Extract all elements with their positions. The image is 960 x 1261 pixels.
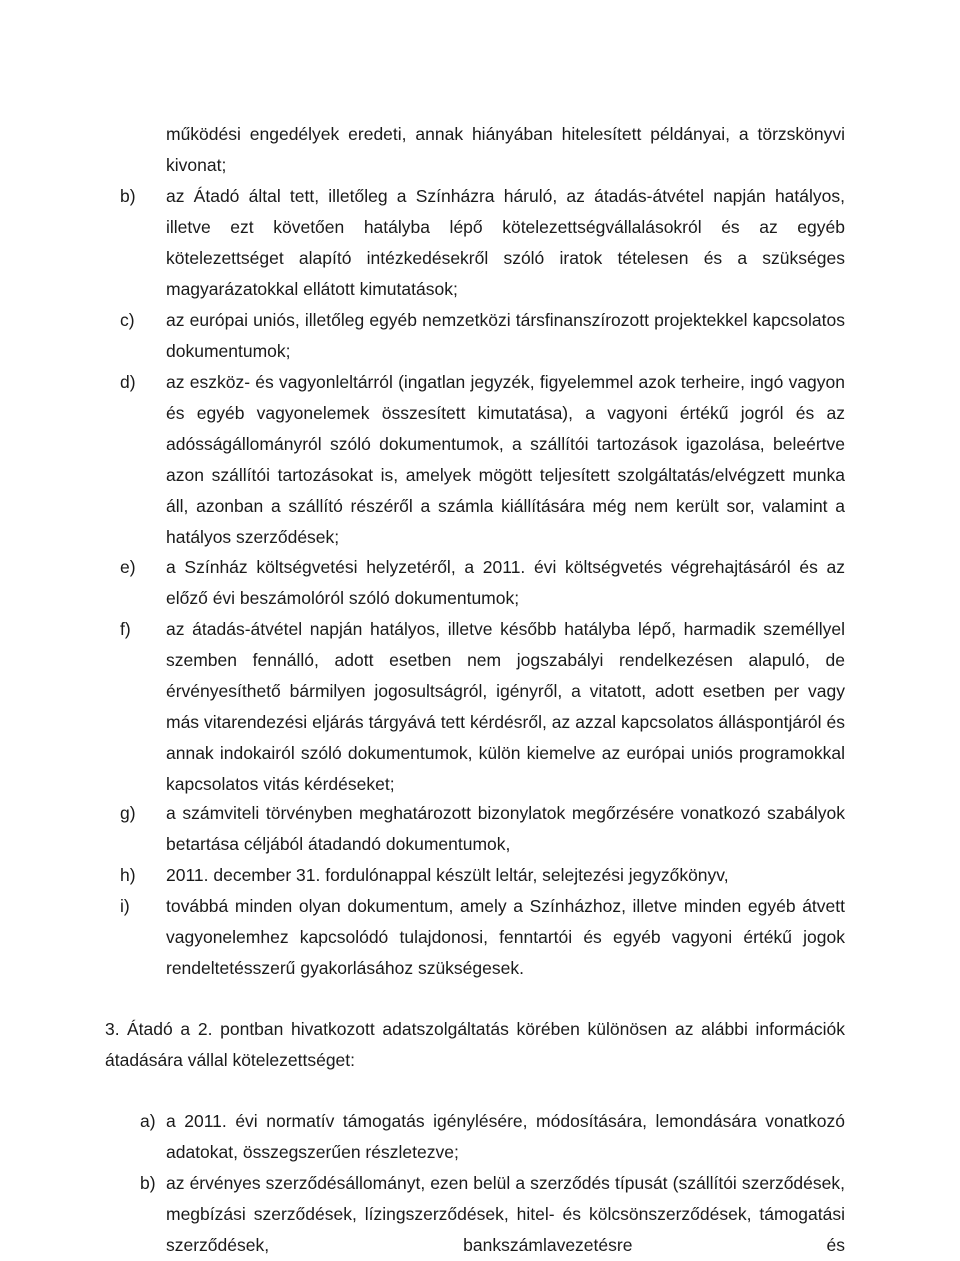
list-item-text: az eszköz- és vagyonleltárról (ingatlan jegyzék, figyelemmel azok terheire, ingó vagyon és egyéb vagyonelemek összesített kimutatása), a vagyoni értékű jogról és az adósságállományról szóló dokumentumok, a szállítói tartozások igazolása, beleértve azon szállítói tartozásokat is, amelyek mögött teljesített szolgáltatás/elvégzett munka áll, azonban a szállító részéről a számla kiállítására még nem került sor, valamint a hatályos szerződések; [166, 372, 845, 547]
list-item-text: a Színház költségvetési helyzetéről, a 2011. évi költségvetés végrehajtásáról és az előző évi beszámolóról szóló dokumentumok; [166, 557, 845, 608]
list-item-text: a számviteli törvényben meghatározott bizonylatok megőrzésére vonatkozó szabályok betartása céljából átadandó dokumentumok, [166, 803, 845, 854]
list-item-text: az Átadó által tett, illetőleg a Színházra háruló, az átadás-átvétel napján hatályos, illetve ezt követően hatályba lépő kötelezettségvállalásokról és az egyéb kötelezettséget alapító intézkedésekről szóló iratok tételesen és a szükséges magyarázatokkal ellátott kimutatások; [166, 186, 845, 299]
list-item-text: 2011. december 31. fordulónappal készült leltár, selejtezési jegyzőkönyv, [166, 865, 729, 885]
list-item-letter: d) [120, 372, 136, 392]
list-item-text: a 2011. évi normatív támogatás igénylésére, módosítására, lemondására vonatkozó adatokat, összegszerűen részletezve; [166, 1111, 845, 1162]
section-number: 3. [105, 1019, 120, 1039]
list-item-letter: b) [140, 1173, 156, 1193]
list-item-letter: h) [120, 865, 136, 885]
list-item-letter: i) [120, 896, 130, 916]
list-item-letter: b) [120, 186, 136, 206]
list-item-text: működési engedélyek eredeti, annak hiányában hitelesített példányai, a törzskönyvi kivonat; [166, 124, 845, 175]
list-item-letter: a) [140, 1111, 156, 1131]
list-item-text: az európai uniós, illetőleg egyéb nemzetközi társfinanszírozott projektekkel kapcsolatos dokumentumok; [166, 310, 845, 361]
list-item-letter: f) [120, 619, 131, 639]
list-item-text: továbbá minden olyan dokumentum, amely a Színházhoz, illetve minden egyéb átvett vagyonelemhez kapcsolódó tulajdonosi, fenntartói és egyéb vagyoni értékű jogok rendeltetésszerű gyakorlásához szükségesek. [166, 896, 845, 978]
list-item-letter: g) [120, 803, 136, 823]
list-item-text: az átadás-átvétel napján hatályos, illetve később hatályba lépő, harmadik személlyel szemben fennálló, adott esetben nem jogszabályi rendelkezésen alapuló, de érvényesíthető bármilyen jogosultságról, igényről, a vitatott, adott esetben per vagy más vitarendezési eljárás tárgyává tett kérdésről, az azzal kapcsolatos álláspontjáról és annak indokairól szóló dokumentumok, külön kiemelve az európai uniós programokkal kapcsolatos vitás kérdéseket; [166, 619, 845, 794]
list-item-letter: e) [120, 557, 136, 577]
section-text: Átadó a 2. pontban hivatkozott adatszolgáltatás körében különösen az alábbi információk átadására vállal kötelezettséget: [105, 1019, 845, 1070]
list-item-text: az érvényes szerződésállományt, ezen belül a szerződés típusát (szállítói szerződések, megbízási szerződések, lízingszerződések, hitel- és kölcsönszerződések, támogatási szerződések, bankszámlavezetésre és [166, 1173, 845, 1255]
list-item-letter: c) [120, 310, 135, 330]
